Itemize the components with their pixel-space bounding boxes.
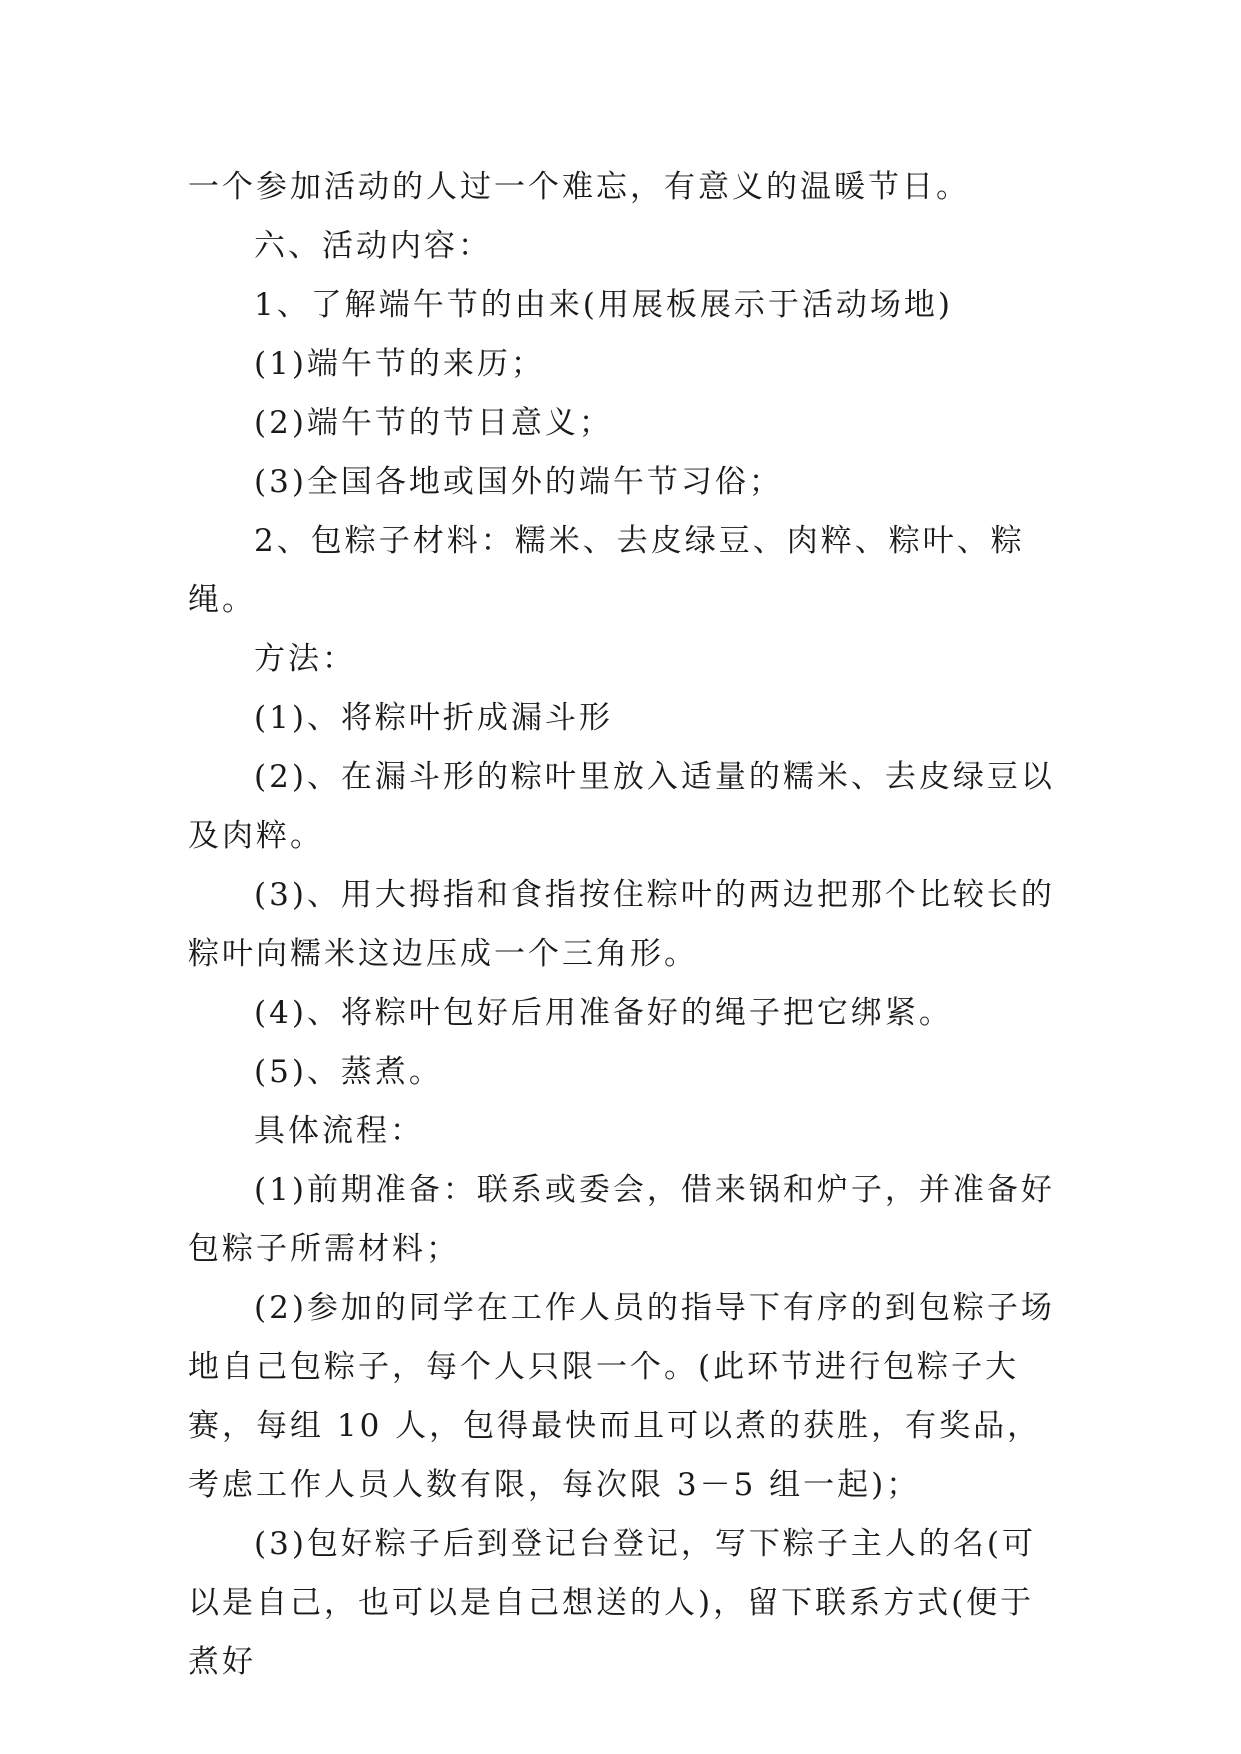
list-item: (2)、在漏斗形的粽叶里放入适量的糯米、去皮绿豆以及肉粹。 <box>188 759 1055 854</box>
document-body <box>188 158 1058 1692</box>
list-item: (4)、将粽叶包好后用准备好的绳子把它绑紧。 <box>254 995 953 1031</box>
list-item: (3)包好粽子后到登记台登记，写下粽子主人的名(可以是自己，也可以是自己想送的人)，留下联系方式(便于煮好 <box>188 1526 1037 1680</box>
list-item: (3)全国各地或国外的端午节习俗； <box>254 464 783 500</box>
list-item: (2)端午节的节日意义； <box>254 405 613 441</box>
list-item: (3)、用大拇指和食指按住粽叶的两边把那个比较长的粽叶向糯米这边压成一个三角形。 <box>188 877 1055 972</box>
section-heading: 六、活动内容： <box>254 228 492 264</box>
list-item: 2、包粽子材料：糯米、去皮绿豆、肉粹、粽叶、粽绳。 <box>188 523 1025 618</box>
subheading: 方法： <box>254 641 356 677</box>
list-item: 1、了解端午节的由来(用展板展示于活动场地) <box>254 287 953 323</box>
paragraph: 一个参加活动的人过一个难忘，有意义的温暖节日。 <box>188 169 970 205</box>
list-item: (1)端午节的来历； <box>254 346 545 382</box>
list-item: (1)、将粽叶折成漏斗形 <box>254 700 613 736</box>
list-item: (1)前期准备：联系或委会，借来锅和炉子，并准备好包粽子所需材料； <box>188 1172 1055 1267</box>
list-item: (2)参加的同学在工作人员的指导下有序的到包粽子场地自己包粽子，每个人只限一个。(此环节进行包粽子大赛，每组 10 人，包得最快而且可以煮的获胜，有奖品，考虑工作人员人数有限，每次限 3－5 组一起)； <box>188 1290 1055 1503</box>
list-item: (5)、蒸煮。 <box>254 1054 443 1090</box>
subheading: 具体流程： <box>254 1113 424 1149</box>
